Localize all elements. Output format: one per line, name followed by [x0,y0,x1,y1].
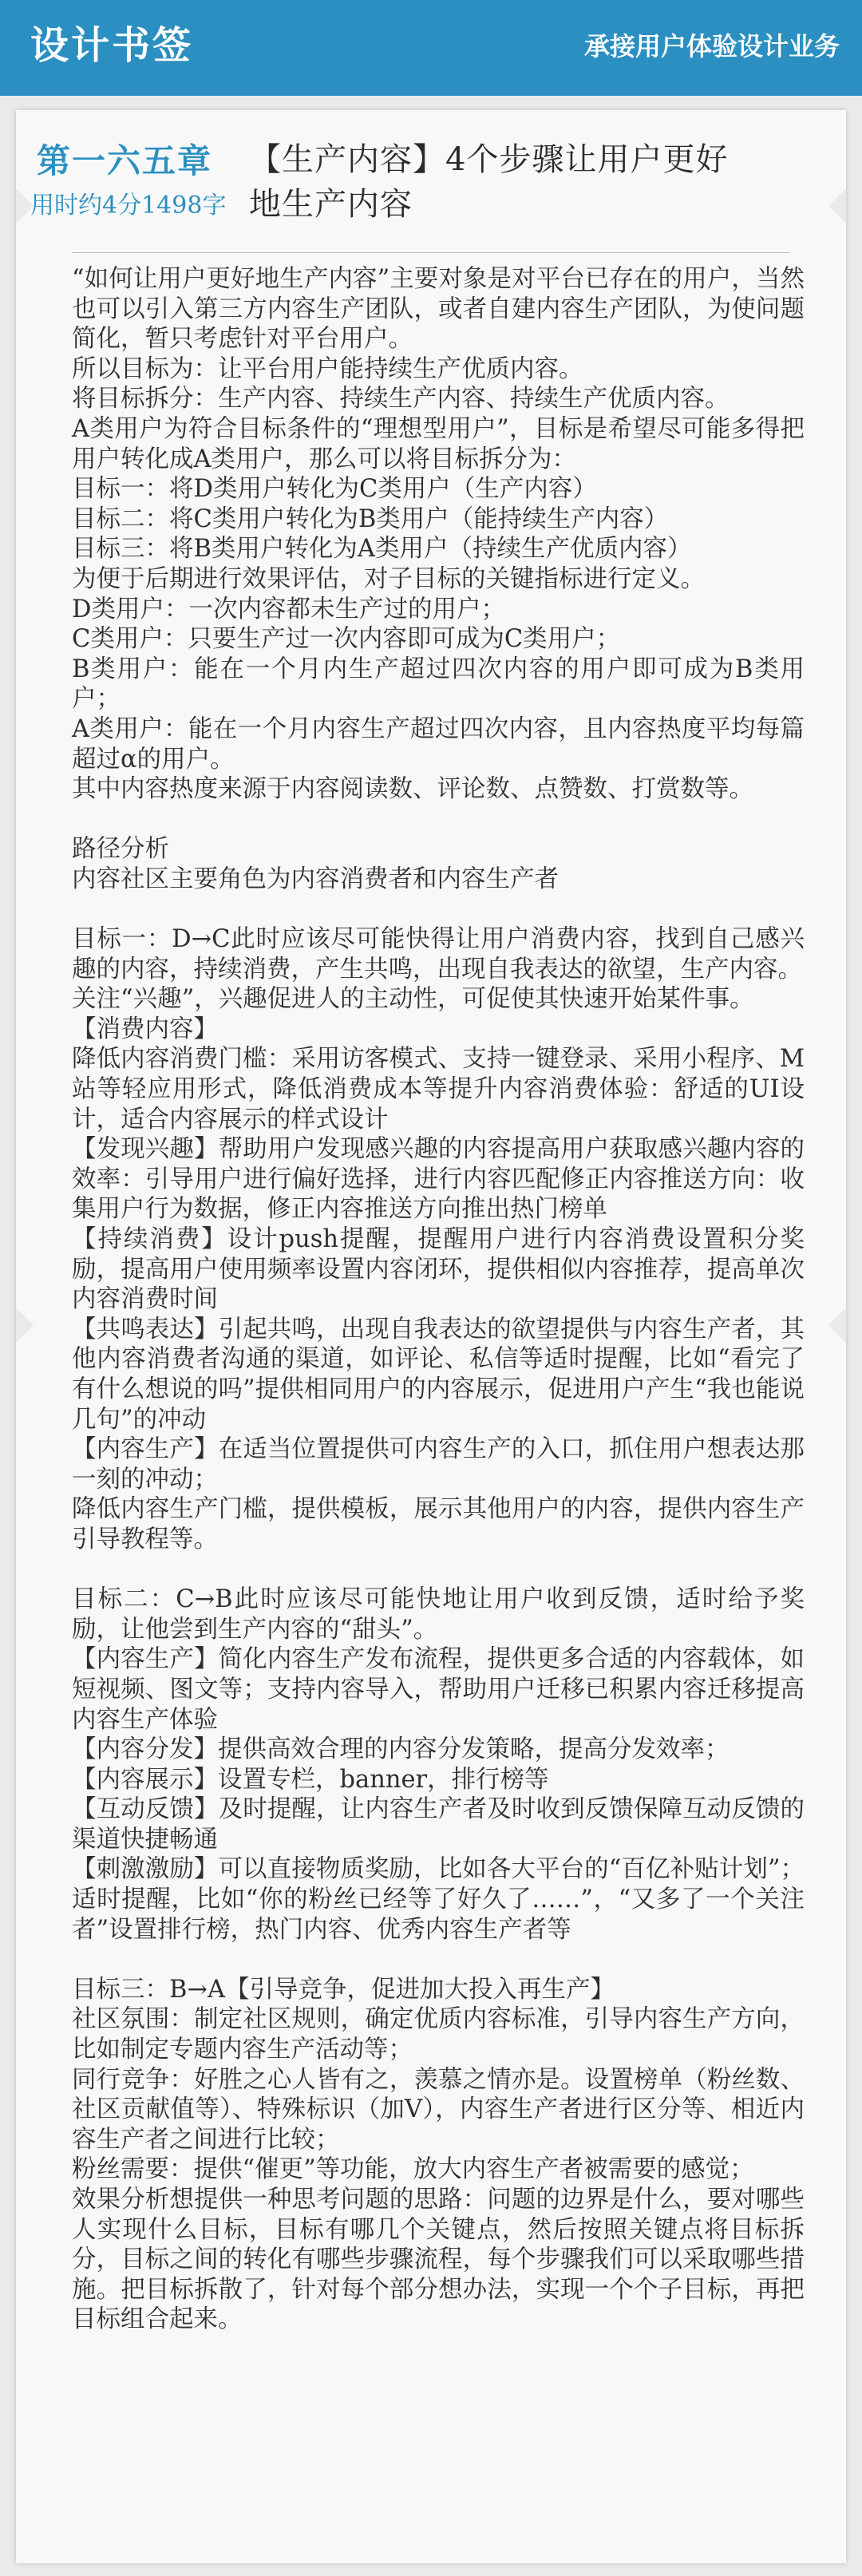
card-notch-decoration [16,1308,34,1343]
paragraph-spacer [72,1555,805,1585]
article-paragraph: 【内容生产】在适当位置提供可内容生产的入口，抓住用户想表达那一刻的冲动； [72,1435,805,1494]
card-notch-decoration [828,188,846,224]
article-paragraph: 路径分析 [72,835,169,864]
article-paragraph: 内容社区主要角色为内容消费者和内容生产者 [72,865,559,893]
header-tagline[interactable]: 承接用户体验设计业务 [583,31,840,61]
article-paragraph: 将目标拆分：生产内容、持续生产内容、持续生产优质内容。 [72,385,730,414]
article-paragraph: C类用户：只要生产过一次内容即可成为C类用户； [72,625,621,654]
paragraph-spacer [72,894,805,924]
article-paragraph: 社区氛围：制定社区规则，确定优质内容标准，引导内容生产方向，比如制定专题内容生产活动等； [72,2005,805,2064]
article-paragraph: “如何让用户更好地生产内容”主要对象是对平台已存在的用户，当然也可以引入第三方内容生产团队，或者自建内容生产团队，为使问题简化，暂只考虑针对平台用户。 [72,265,805,354]
article-paragraph: 所以目标为：让平台用户能持续生产优质内容。 [72,354,583,383]
article-paragraph: D类用户：一次内容都未生产过的用户； [72,595,505,623]
article-paragraph: 【共鸣表达】引起共鸣，出现自我表达的欲望提供与内容生产者，其他内容消费者沟通的渠道，如评论、私信等适时提醒，比如“看完了有什么想说的吗”提供相同用户的内容展示，促进用户产生“我也能说几句”的冲动 [72,1315,805,1434]
article-paragraph: 效果分析想提供一种思考问题的思路：问题的边界是什么，要对哪些人实现什么目标，目标有哪几个关键点，然后按照关键点将目标拆分，目标之间的转化有哪些步骤流程，每个步骤我们可以采取哪些措施。把目标拆散了，针对每个部分想办法，实现一个个子目标，再把目标组合起来。 [72,2186,805,2334]
article-card [16,110,846,2563]
title-divider [72,252,790,253]
article-paragraph: 同行竞争：好胜之心人皆有之，羡慕之情亦是。设置榜单（粉丝数、社区贡献值等）、特殊标识（加V），内容生产者进行区分等、相近内容生产者之间进行比较； [72,2065,805,2154]
article-paragraph: 【刺激激励】可以直接物质奖励，比如各大平台的“百亿补贴计划”；适时提醒，比如“你的粉丝已经等了好久了……”，“又多了一个关注者”设置排行榜，热门内容、优秀内容生产者等 [72,1855,805,1944]
paragraph-spacer [72,1945,805,1975]
article-paragraph: A类用户为符合目标条件的“理想型用户”，目标是希望尽可能多得把用户转化成A类用户，那么可以将目标拆分为： [72,414,805,473]
article-paragraph: A类用户：能在一个月内容生产超过四次内容，且内容热度平均每篇超过α的用户。 [72,714,805,774]
article-paragraph: 目标三：将B类用户转化为A类用户（持续生产优质内容） [72,535,692,564]
article-paragraph: 目标一：D→C此时应该尽可能快得让用户消费内容，找到自己感兴趣的内容，持续消费，产生共鸣，出现自我表达的欲望，生产内容。 [72,925,805,983]
chapter-number: 第一六五章 [37,141,213,180]
article-paragraph: 目标二：C→B此时应该尽可能快地让用户收到反馈，适时给予奖励，让他尝到生产内容的“甜头”。 [72,1585,805,1644]
article-paragraph: 【持续消费】设计push提醒，提醒用户进行内容消费设置积分奖励，提高用户使用频率设置内容闭环，提供相似内容推荐，提高单次内容消费时间 [72,1225,805,1314]
article-paragraph: 为便于后期进行效果评估，对子目标的关键指标进行定义。 [72,564,705,593]
article-paragraph: 目标二：将C类用户转化为B类用户（能持续生产内容） [72,505,669,533]
article-paragraph: 降低内容消费门槛：采用访客模式、支持一键登录、采用小程序、M站等轻应用形式，降低消费成本等提升内容消费体验：舒适的UI设计，适合内容展示的样式设计 [72,1045,805,1134]
article-paragraph: 粉丝需要：提供“催更”等功能，放大内容生产者被需要的感觉； [72,2155,754,2184]
site-title[interactable]: 设计书签 [30,23,194,68]
card-notch-decoration [828,1308,846,1343]
article-paragraph: 【消费内容】 [72,1015,218,1043]
article-paragraph: 【互动反馈】及时提醒，让内容生产者及时收到反馈保障互动反馈的渠道快捷畅通 [72,1795,805,1854]
article-paragraph: 目标一：将D类用户转化为C类用户（生产内容） [72,475,597,504]
site-header [0,0,862,96]
article-paragraph: B类用户：能在一个月内生产超过四次内容的用户即可成为B类用户； [72,655,805,714]
article-paragraph: 目标三：B→A【引导竞争，促进加大投入再生产】 [72,1975,615,2004]
paragraph-spacer [72,805,805,835]
article-paragraph: 【内容展示】设置专栏，banner，排行榜等 [72,1765,549,1794]
article-paragraph: 【内容生产】简化内容生产发布流程，提供更多合适的内容载体，如短视频、图文等；支持内容导入，帮助用户迁移已积累内容迁移提高内容生产体验 [72,1645,805,1734]
read-time: 用时约4分1498字 [30,192,227,220]
article-paragraph: 降低内容生产门槛，提供模板，展示其他用户的内容，提供内容生产引导教程等。 [72,1495,805,1553]
article-title: 【生产内容】4个步骤让用户更好地生产内容 [249,141,729,223]
article-paragraph: 【内容分发】提供高效合理的内容分发策略，提高分发效率； [72,1735,730,1764]
article-body [72,264,805,2335]
article-paragraph: 其中内容热度来源于内容阅读数、评论数、点赞数、打赏数等。 [72,775,753,804]
article-paragraph: 关注“兴趣”，兴趣促进人的主动性，可促使其快速开始某件事。 [72,985,754,1014]
article-paragraph: 【发现兴趣】帮助用户发现感兴趣的内容提高用户获取感兴趣内容的效率：引导用户进行偏好选择，进行内容匹配修正内容推送方向：收集用户行为数据，修正内容推送方向推出热门榜单 [72,1135,805,1224]
